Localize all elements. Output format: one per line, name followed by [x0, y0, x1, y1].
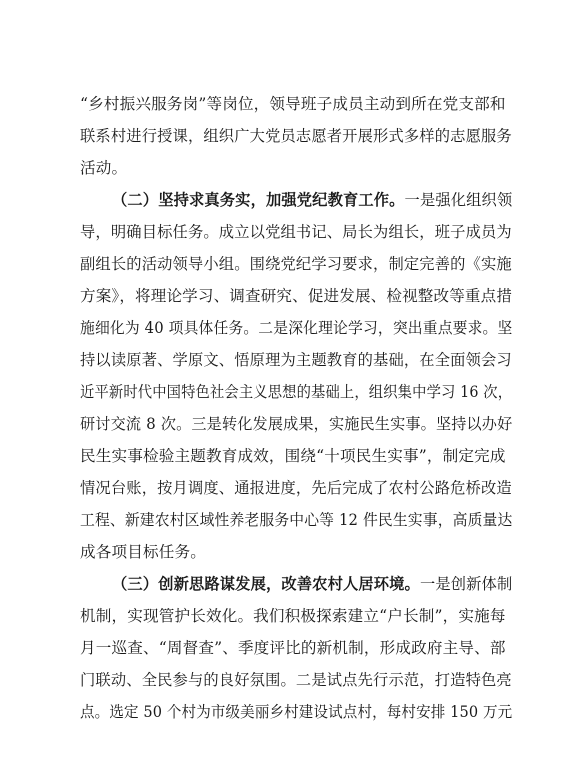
- text-line: 联系村进行授课，组织广大党员志愿者开展形式多样的志愿服务: [80, 127, 512, 145]
- text-line: 持以读原著、学原文、悟原理为主题教育的基础，在全面领会习: [80, 351, 512, 369]
- text-line: 月一巡查、“周督查”、季度评比的新机制，形成政府主导、部: [80, 639, 506, 657]
- text-line: 近平新时代中国特色社会主义思想的基础上，组织集中学习 16 次，: [80, 383, 513, 401]
- text-line: 副组长的活动领导小组。围绕党纪学习要求，制定完善的《实施: [80, 255, 512, 273]
- text-line: 机制，实现管护长效化。我们积极探索建立“户长制”，实施每: [80, 607, 506, 625]
- text-line: 门联动、全民参与的良好氛围。二是试点先行示范，打造特色亮: [80, 671, 512, 689]
- text-line: 点。选定 50 个村为市级美丽乡村建设试点村，每村安排 150 万元: [80, 703, 513, 721]
- text-span: 一是强化组织领: [404, 191, 513, 209]
- text-line: “乡村振兴服务岗”等岗位，领导班子成员主动到所在党支部和: [80, 95, 506, 113]
- section-heading: （三）创新思路谋发展，改善农村人居环境。: [112, 574, 420, 593]
- text-line: 情况台账，按月调度、通报进度，先后完成了农村公路危桥改造: [80, 479, 512, 497]
- text-line: 成各项目标任务。: [80, 543, 206, 561]
- paragraph-first-line: [112, 574, 512, 594]
- text-line: 活动。: [80, 159, 128, 177]
- text-line: 施细化为 40 项具体任务。二是深化理论学习，突出重点要求。坚: [80, 319, 513, 337]
- paragraph-first-line: [112, 190, 512, 210]
- text-line: 研讨交流 8 次。三是转化发展成果，实施民生实事。坚持以办好: [80, 415, 513, 433]
- text-line: 方案》，将理论学习、调查研究、促进发展、检视整改等重点措: [80, 287, 513, 305]
- text-line: 民生实事检验主题教育成效，围绕“十项民生实事”，制定完成: [80, 447, 506, 465]
- section-heading: （二）坚持求真务实，加强党纪教育工作。: [112, 190, 405, 209]
- text-line: 导，明确目标任务。成立以党组书记、局长为组长，班子成员为: [80, 223, 512, 241]
- text-line: 工程、新建农村区域性养老服务中心等 12 件民生实事，高质量达: [80, 511, 513, 529]
- text-span: 一是创新体制: [419, 575, 513, 593]
